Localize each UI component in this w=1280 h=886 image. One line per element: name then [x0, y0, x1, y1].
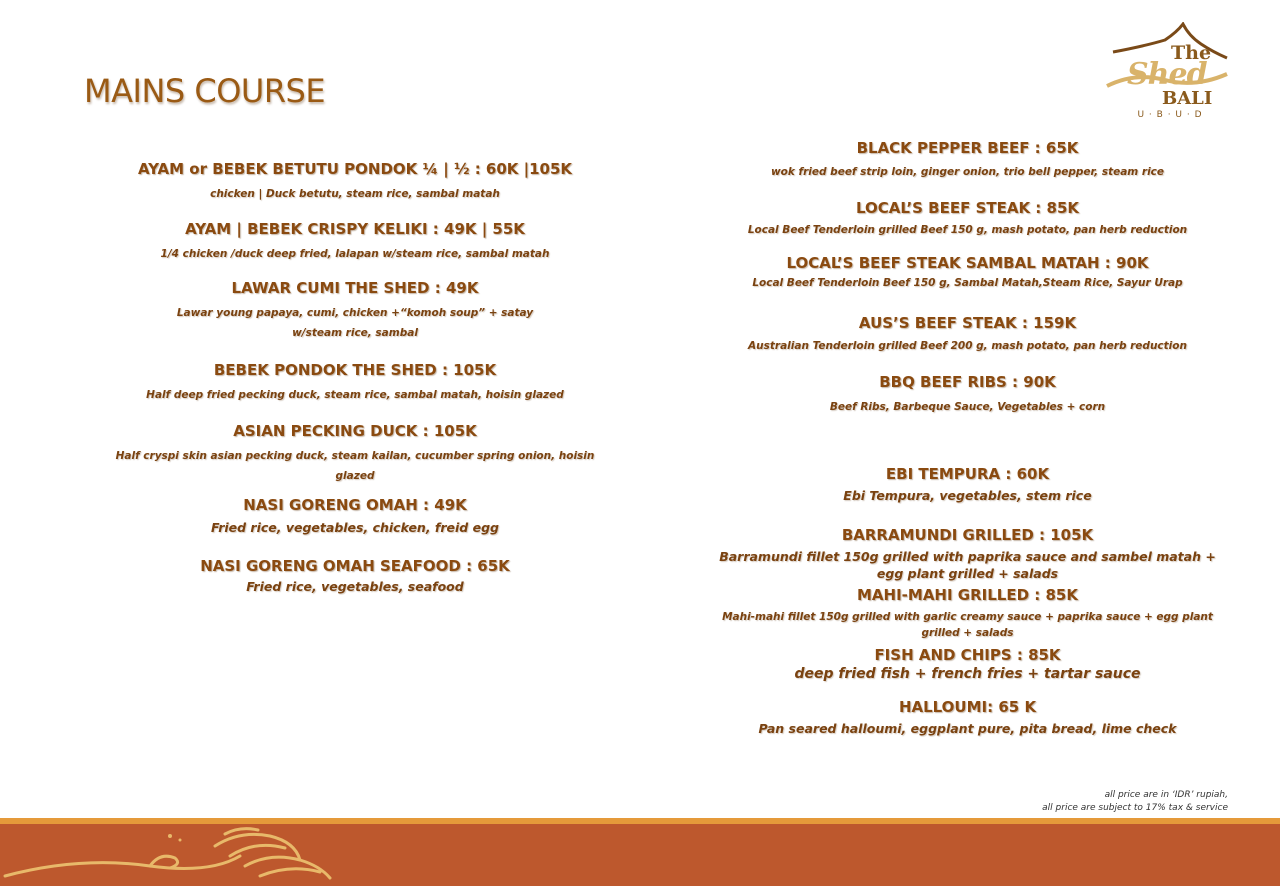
item-description: Barramundi fillet 150g grilled with paprika sauce and sambel matah + egg plant grilled + salads: [719, 549, 1216, 581]
logo-the-text: The: [1171, 42, 1212, 64]
menu-item: [710, 698, 1225, 739]
item-description: Lawar young papaya, cumi, chicken +“komoh soup” + satay: [176, 307, 534, 319]
menu-item: [710, 646, 1225, 684]
menu-item: [100, 361, 610, 405]
left-menu-column: [100, 0, 610, 600]
right-menu-column: [710, 0, 1225, 760]
item-description: Fried rice, vegetables, seafood: [246, 579, 464, 594]
menu-item: [100, 496, 610, 538]
item-name: EBI TEMPURA : 60K: [885, 465, 1050, 483]
logo-bali-text: BALI: [1162, 88, 1213, 109]
item-name: FISH AND CHIPS : 85K: [874, 646, 1061, 664]
item-name: ASIAN PECKING DUCK : 105K: [233, 422, 477, 440]
item-name: LAWAR CUMI THE SHED : 49K: [231, 279, 479, 297]
menu-item: [100, 220, 610, 264]
item-description: wok fried beef strip loin, ginger onion, trio bell pepper, steam rice: [770, 166, 1165, 178]
item-name: BBQ BEEF RIBS : 90K: [879, 373, 1056, 391]
ornament-dot: [179, 839, 182, 842]
item-description: Fried rice, vegetables, chicken, freid egg: [211, 520, 499, 535]
page-title: MAINS COURSE: [84, 72, 326, 110]
item-name: NASI GORENG OMAH SEAFOOD : 65K: [200, 557, 510, 575]
ornament-swirl-icon: [0, 826, 370, 886]
item-name: HALLOUMI: 65 K: [898, 698, 1037, 716]
menu-item: [710, 465, 1225, 506]
item-description: Beef Ribs, Barbeque Sauce, Vegetables + corn: [829, 401, 1106, 413]
price-note: [1042, 789, 1228, 815]
item-name: BARRAMUNDI GRILLED : 105K: [841, 526, 1094, 544]
menu-item: [710, 373, 1225, 417]
logo-ubud-text: U · B · U · D: [1137, 110, 1203, 120]
menu-item: [100, 160, 610, 204]
item-name: AYAM or BEBEK BETUTU PONDOK ¼ | ½ : 60K |105K: [137, 160, 573, 178]
item-name: LOCAL’S BEEF STEAK SAMBAL MATAH : 90K: [786, 254, 1149, 272]
item-name: LOCAL’S BEEF STEAK : 85K: [855, 199, 1080, 217]
item-description: Mahi-mahi fillet 150g grilled with garlic creamy sauce + paprika sauce + egg plant grilled + salads: [722, 611, 1213, 639]
item-description: Australian Tenderloin grilled Beef 200 g, mash potato, pan herb reduction: [748, 340, 1187, 352]
menu-item: [710, 586, 1225, 641]
item-description-line2: w/steam rice, sambal: [292, 327, 418, 339]
price-note-line1: all price are in ‘IDR’ rupiah,: [1104, 790, 1228, 800]
menu-item: [710, 526, 1225, 582]
menu-item: [710, 314, 1225, 356]
item-description: deep fried fish + french fries + tartar sauce: [794, 666, 1141, 682]
ornament-dot: [168, 834, 172, 838]
item-description: 1/4 chicken /duck deep fried, lalapan w/steam rice, sambal matah: [160, 248, 550, 260]
item-description: Local Beef Tenderloin grilled Beef 150 g, mash potato, pan herb reduction: [747, 224, 1188, 236]
item-description: Local Beef Tenderloin Beef 150 g, Sambal Matah,Steam Rice, Sayur Urap: [752, 277, 1183, 289]
price-note-line2: all price are subject to 17% tax & service: [1042, 803, 1228, 813]
item-description: Half cryspi skin asian pecking duck, steam kailan, cucumber spring onion, hoisin glazed: [115, 450, 595, 482]
item-name: MAHI-MAHI GRILLED : 85K: [857, 586, 1078, 604]
menu-item: [710, 139, 1225, 182]
menu-item: [710, 254, 1225, 293]
item-description: Ebi Tempura, vegetables, stem rice: [843, 488, 1092, 503]
item-name: BLACK PEPPER BEEF : 65K: [856, 139, 1079, 157]
menu-item: [100, 422, 610, 486]
item-description: Half deep fried pecking duck, steam rice, sambal matah, hoisin glazed: [146, 389, 564, 401]
menu-item: [710, 199, 1225, 240]
item-description: chicken | Duck betutu, steam rice, sambal matah: [210, 188, 500, 200]
menu-item: [100, 279, 610, 343]
item-name: BEBEK PONDOK THE SHED : 105K: [213, 361, 497, 379]
item-name: AUS’S BEEF STEAK : 159K: [858, 314, 1077, 332]
menu-item: [100, 557, 610, 597]
logo-shed-text: Shed: [1127, 57, 1207, 92]
item-description: Pan seared halloumi, eggplant pure, pita bread, lime check: [758, 721, 1177, 736]
item-name: NASI GORENG OMAH : 49K: [243, 496, 467, 514]
item-name: AYAM | BEBEK CRISPY KELIKI : 49K | 55K: [185, 220, 525, 238]
